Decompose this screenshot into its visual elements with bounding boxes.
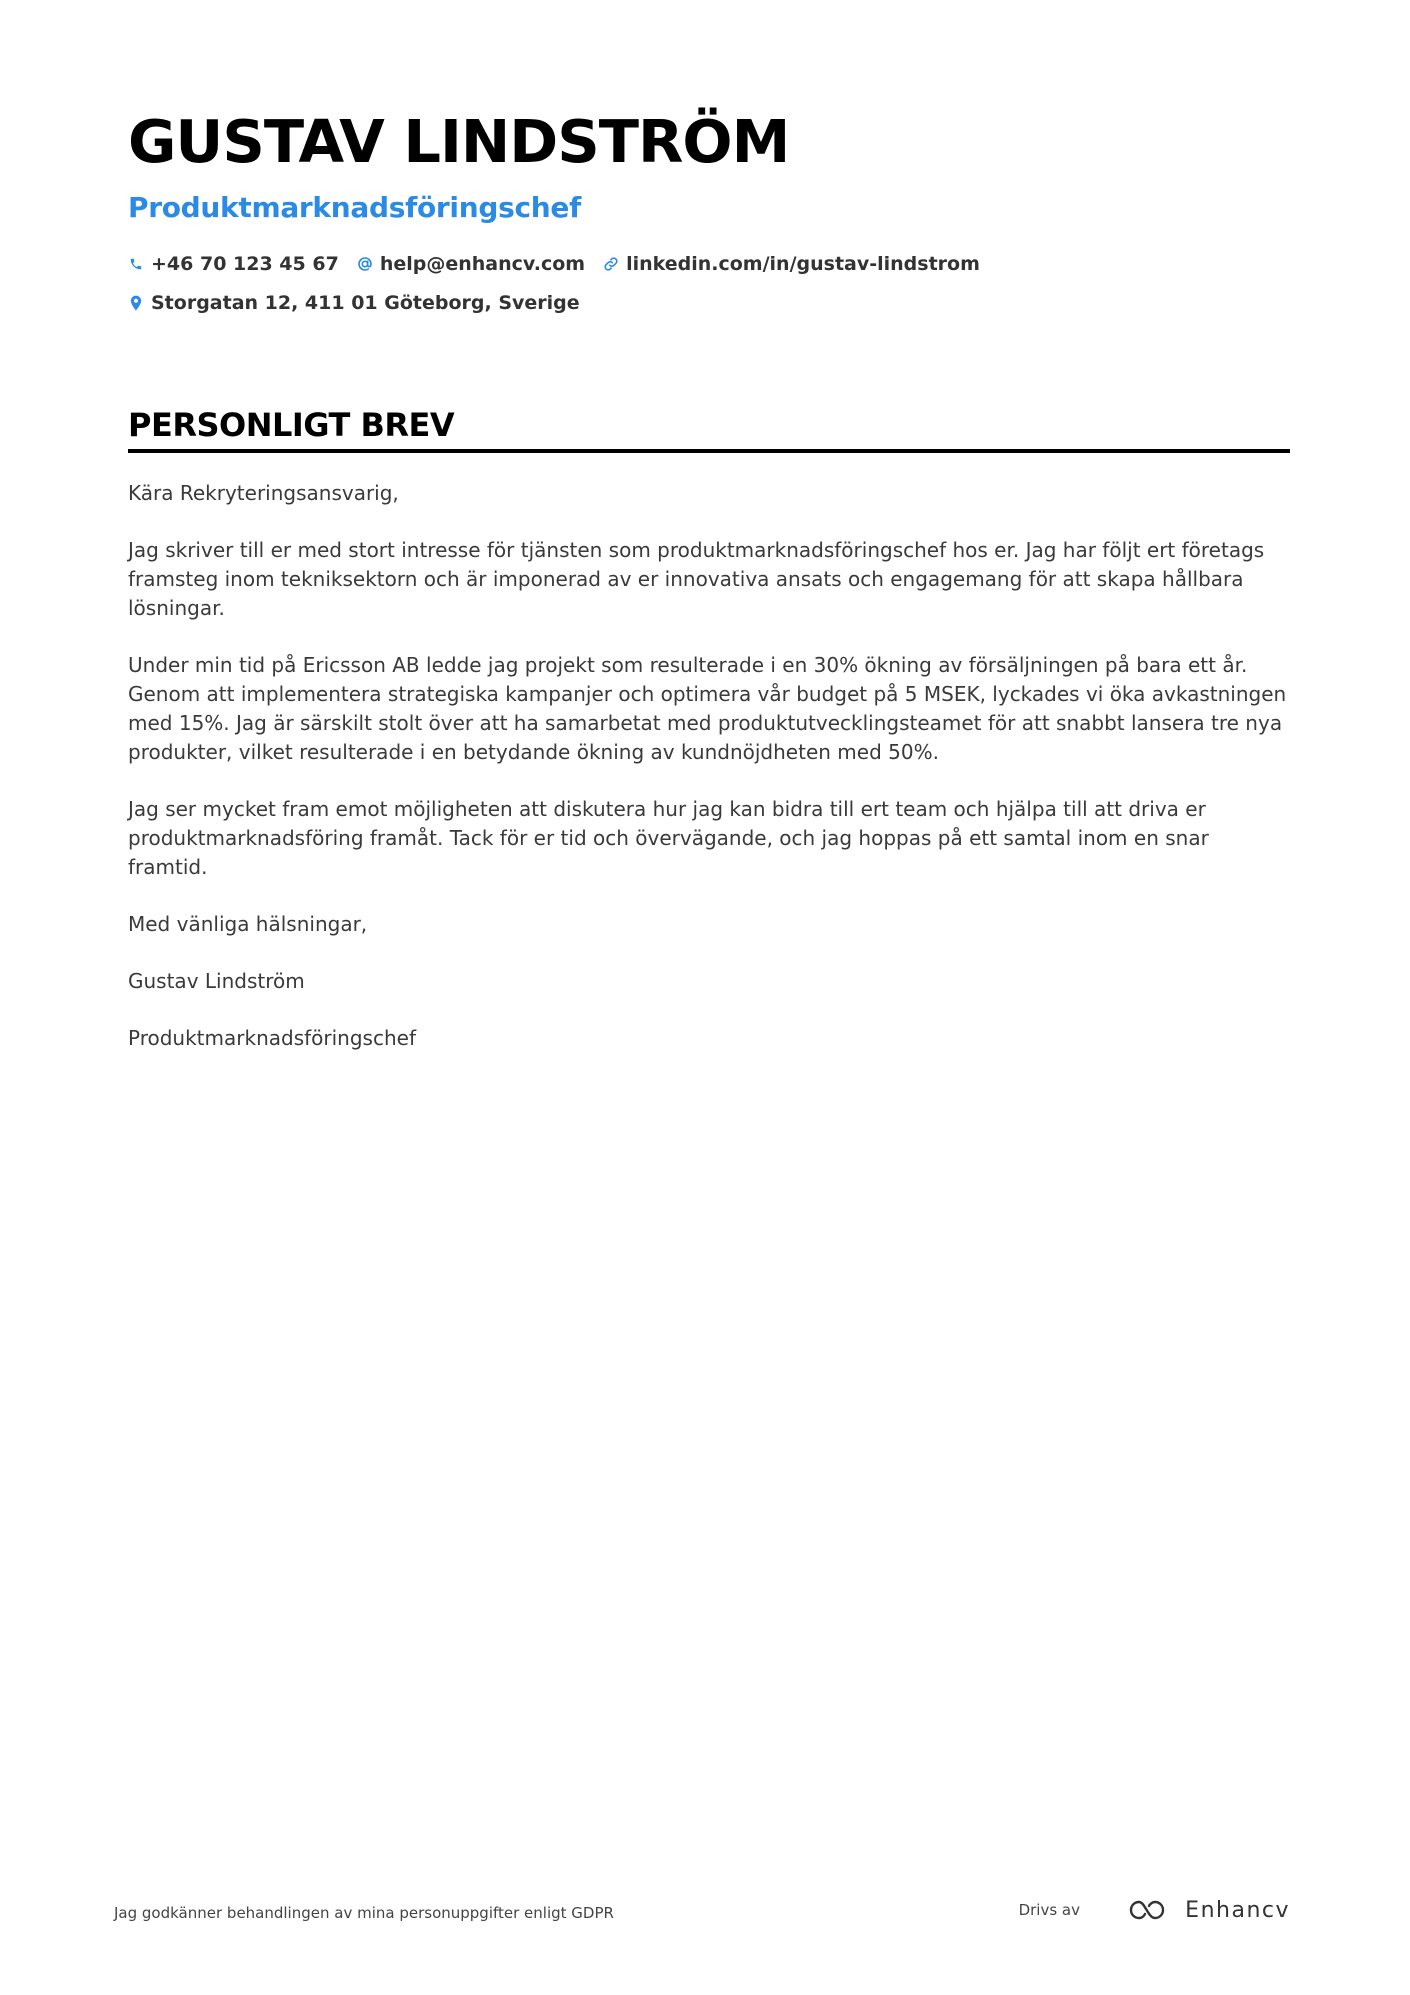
brand-name: Enhancv <box>1185 1897 1290 1923</box>
link-icon <box>603 256 619 272</box>
contact-phone <box>128 253 339 275</box>
section-title: PERSONLIGT BREV <box>128 406 455 444</box>
location-pin-icon <box>128 295 144 311</box>
section-divider <box>128 449 1290 453</box>
linkedin-text: linkedin.com/in/gustav-lindstrom <box>626 253 980 275</box>
contact-linkedin[interactable] <box>603 253 980 275</box>
letter-greeting: Kära Rekryteringsansvarig, <box>128 481 399 505</box>
candidate-role: Produktmarknadsföringschef <box>128 191 581 224</box>
at-icon <box>357 256 373 272</box>
email-text: help@enhancv.com <box>379 253 586 275</box>
letter-paragraph: Jag ser mycket fram emot möjligheten att diskutera hur jag kan bidra till ert team och hjälpa till att driva er produktmarknadsföring framåt. Tack för er tid och övervägande, och jag hoppas på ett samtal inom en snar framtid. <box>128 797 1209 879</box>
letter-paragraph: Jag skriver till er med stort intresse för tjänsten som produktmarknadsföringschef hos er. Jag har följt ert företags framsteg inom tekniksektorn och är imponerad av er innovativa ansats och engagemang för att skapa hållbara lösningar. <box>128 538 1265 620</box>
contact-row-secondary <box>128 287 1290 319</box>
letter-paragraph: Under min tid på Ericsson AB ledde jag projekt som resulterade i en 30% ökning av försäljningen på bara ett år. Genom att implementera strategiska kampanjer och optimera vår budget på 5 MSEK, lyckades vi öka avkastningen med 15%. Jag är särskilt stolt över att ha samarbetat med produktutvecklingsteamet för att snabbt lansera tre nya produkter, vilket resulterade i en betydande ökning av kundnöjdheten med 50%. <box>128 653 1287 764</box>
signature-name: Gustav Lindström <box>128 969 305 993</box>
letter-closing: Med vänliga hälsningar, <box>128 912 368 936</box>
enhancv-logo-icon <box>1129 1898 1175 1922</box>
contact-location <box>128 292 580 314</box>
contact-email[interactable] <box>357 253 585 275</box>
footer <box>114 1890 1290 1930</box>
signature-title: Produktmarknadsföringschef <box>128 1026 416 1050</box>
gdpr-consent-text: Jag godkänner behandlingen av mina personuppgifter enligt GDPR <box>114 1904 614 1922</box>
location-text: Storgatan 12, 411 01 Göteborg, Sverige <box>151 292 580 314</box>
contact-row-primary <box>128 248 1290 280</box>
cover-letter-page <box>128 106 1290 1081</box>
phone-icon <box>128 256 144 272</box>
letter-body <box>128 479 1290 1053</box>
contact-info <box>128 248 1290 319</box>
phone-text: +46 70 123 45 67 <box>151 253 339 275</box>
enhancv-logo[interactable] <box>1129 1890 1290 1930</box>
powered-by-label: Drivs av <box>1018 1901 1080 1919</box>
candidate-name: GUSTAV LINDSTRÖM <box>128 107 790 176</box>
